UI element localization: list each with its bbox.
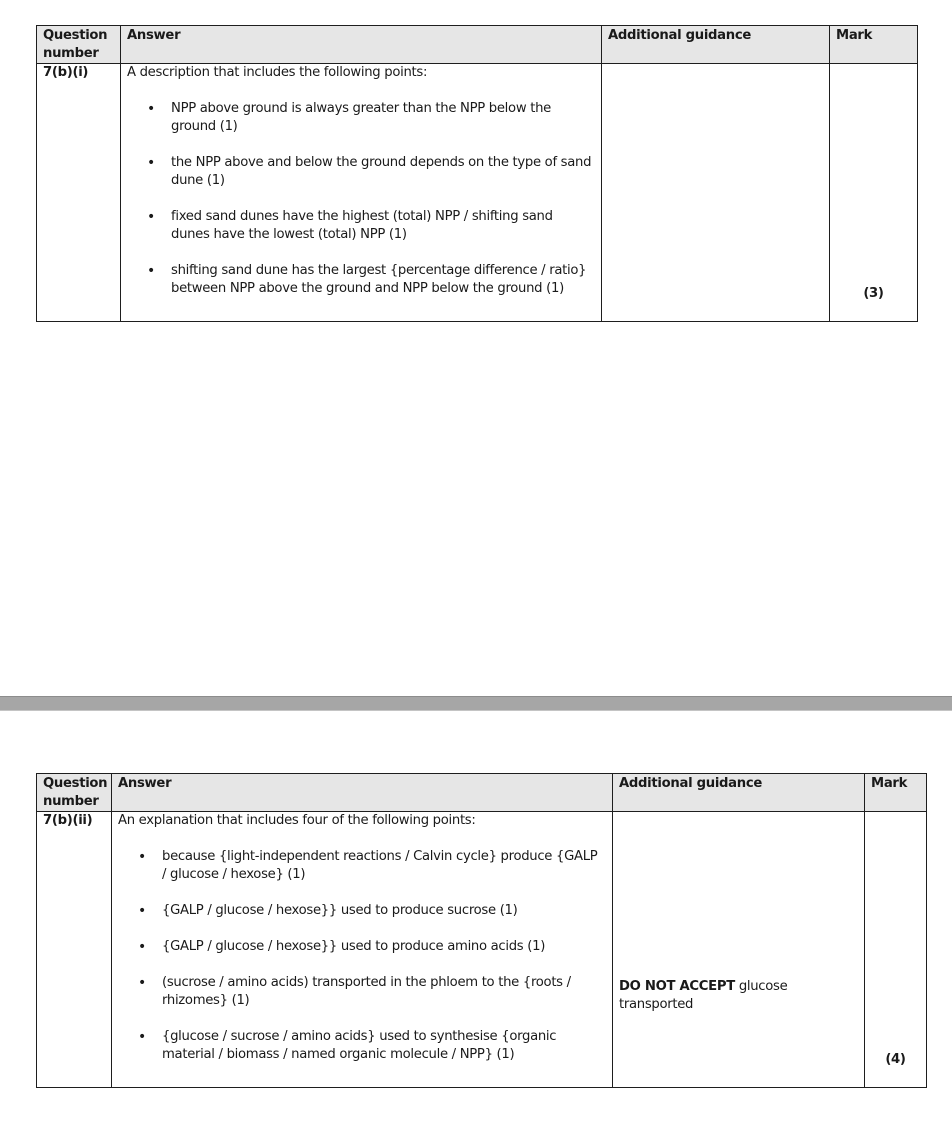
answer-row bbox=[37, 812, 927, 1088]
marking-point bbox=[118, 974, 606, 1010]
header-additional-guidance: Additional guidance bbox=[613, 774, 865, 812]
guidance-do-not-accept: DO NOT ACCEPT bbox=[619, 979, 735, 994]
question-number: 7(b)(i) bbox=[37, 64, 121, 322]
header-answer: Answer bbox=[121, 26, 602, 64]
answer-intro: A description that includes the following points: bbox=[127, 65, 428, 80]
bullet-icon: • bbox=[147, 101, 155, 117]
bullet-icon: • bbox=[138, 903, 146, 919]
header-mark: Mark bbox=[830, 26, 918, 64]
marking-points-list bbox=[127, 100, 595, 298]
guidance-text: glucose transported bbox=[619, 979, 788, 1012]
marking-point bbox=[127, 208, 595, 244]
marking-point-text: (sucrose / amino acids) transported in the phloem to the {roots / rhizomes} (1) bbox=[162, 975, 571, 1008]
answer-row bbox=[37, 64, 918, 322]
bullet-icon: • bbox=[147, 263, 155, 279]
bullet-icon: • bbox=[138, 849, 146, 865]
marking-point-text: because {light-independent reactions / Calvin cycle} produce {GALP / glucose / hexose} (1) bbox=[162, 849, 598, 882]
header-answer: Answer bbox=[112, 774, 613, 812]
marking-point bbox=[118, 902, 606, 920]
marking-point-text: NPP above ground is always greater than the NPP below the ground (1) bbox=[171, 101, 551, 134]
marking-point bbox=[127, 100, 595, 136]
answer-cell bbox=[121, 64, 602, 322]
marking-point-text: shifting sand dune has the largest {percentage difference / ratio} between NPP above the ground and NPP below the ground (1) bbox=[171, 263, 587, 296]
marking-point-text: {glucose / sucrose / amino acids} used to synthesise {organic material / biomass / named organic molecule / NPP} (1) bbox=[162, 1029, 557, 1062]
bullet-icon: • bbox=[138, 1029, 146, 1045]
guidance-note bbox=[619, 978, 858, 1014]
marking-point bbox=[127, 262, 595, 298]
mark-value: (4) bbox=[865, 812, 927, 1088]
header-row bbox=[37, 774, 927, 812]
page-divider bbox=[0, 696, 952, 711]
marking-point-text: fixed sand dunes have the highest (total) NPP / shifting sand dunes have the lowest (total) NPP (1) bbox=[171, 209, 553, 242]
answer-cell bbox=[112, 812, 613, 1088]
additional-guidance-cell bbox=[602, 64, 830, 322]
mark-value: (3) bbox=[830, 64, 918, 322]
additional-guidance-cell bbox=[613, 812, 865, 1088]
question-number: 7(b)(ii) bbox=[37, 812, 112, 1088]
marking-point bbox=[118, 938, 606, 956]
marking-point-text: {GALP / glucose / hexose}} used to produce amino acids (1) bbox=[162, 939, 546, 954]
marking-point bbox=[118, 848, 606, 884]
bullet-icon: • bbox=[138, 939, 146, 955]
marking-point-text: {GALP / glucose / hexose}} used to produce sucrose (1) bbox=[162, 903, 518, 918]
header-row bbox=[37, 26, 918, 64]
mark-scheme-table-7bi bbox=[36, 25, 918, 322]
bullet-icon: • bbox=[147, 209, 155, 225]
header-mark: Mark bbox=[865, 774, 927, 812]
marking-point bbox=[127, 154, 595, 190]
header-question-number: Question number bbox=[37, 774, 112, 812]
mark-scheme-table-7bii bbox=[36, 773, 927, 1088]
answer-intro: An explanation that includes four of the following points: bbox=[118, 813, 476, 828]
bullet-icon: • bbox=[147, 155, 155, 171]
header-question-number: Question number bbox=[37, 26, 121, 64]
bullet-icon: • bbox=[138, 975, 146, 991]
marking-points-list bbox=[118, 848, 606, 1064]
marking-point bbox=[118, 1028, 606, 1064]
marking-point-text: the NPP above and below the ground depends on the type of sand dune (1) bbox=[171, 155, 592, 188]
header-additional-guidance: Additional guidance bbox=[602, 26, 830, 64]
